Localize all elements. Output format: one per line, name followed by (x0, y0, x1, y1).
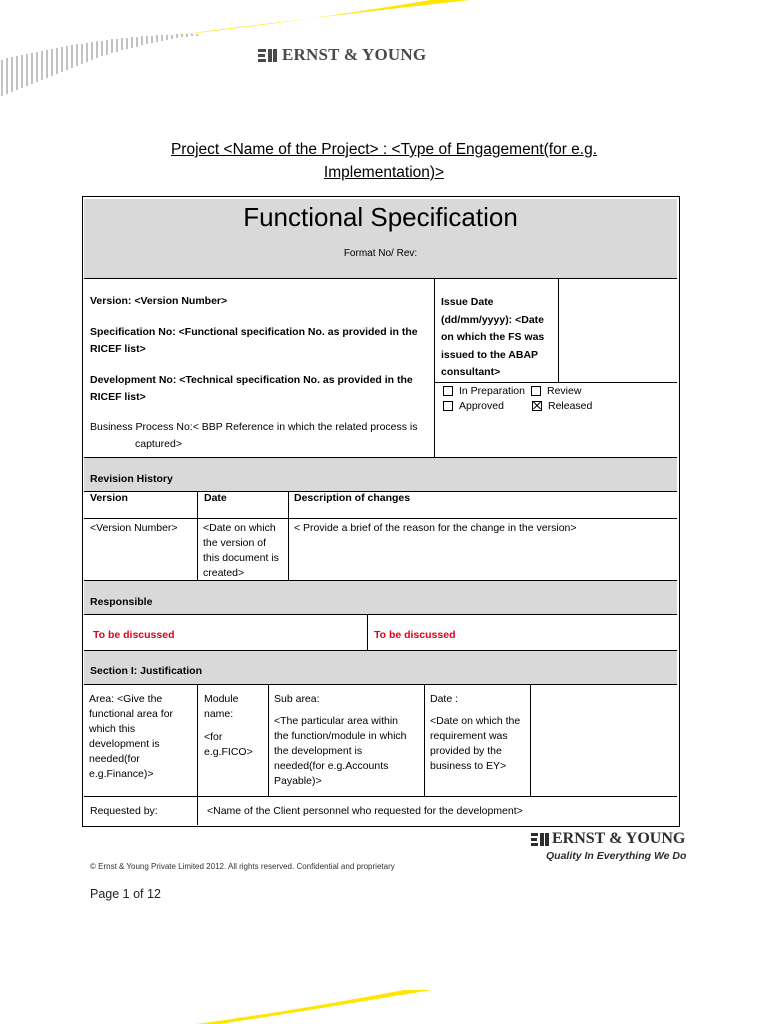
date-label: Date : (430, 693, 459, 705)
issue-date-block (441, 294, 556, 382)
company-tagline: Quality In Everything We Do (546, 850, 687, 862)
version-field: Version: <Version Number> (90, 295, 228, 307)
text-line: e.g.Finance)> (89, 768, 154, 780)
text-line: this document is (203, 552, 279, 564)
status-label: In Preparation (459, 385, 525, 397)
divider (288, 491, 289, 580)
status-approved[interactable] (443, 399, 504, 414)
status-released[interactable] (532, 399, 592, 414)
issue-date-line: consultant> (441, 366, 501, 378)
responsible-left: To be discussed (93, 629, 175, 641)
format-no-label: Format No/ Rev: (343, 248, 418, 259)
text-line: <Date on which the (430, 715, 521, 727)
status-review[interactable] (531, 384, 581, 399)
page-number: Page 1 of 12 (90, 887, 161, 901)
text-line: development is (89, 738, 160, 750)
spec-no-line1: Specification No: <Functional specification No. as provided in the (90, 326, 418, 338)
divider (84, 684, 677, 685)
divider (197, 796, 198, 825)
text-line: needed(for (89, 753, 140, 765)
revision-col-date: Date (204, 492, 227, 504)
spacer (204, 722, 266, 730)
dev-no-line1: Development No: <Technical specification No. as provided in the (90, 374, 413, 386)
responsible-right: To be discussed (374, 629, 456, 641)
text-line: e.g.FICO> (204, 746, 253, 758)
divider (424, 684, 425, 796)
subarea-field (274, 692, 422, 789)
project-title (84, 138, 684, 184)
issue-date-line: issued to the ABAP (441, 348, 539, 361)
divider (434, 382, 677, 383)
company-logo-bottom (531, 829, 685, 849)
logo-text: ERNST & YOUNG (552, 830, 686, 847)
status-label: Review (547, 385, 582, 397)
text-line: <Date on which (203, 522, 276, 534)
divider (197, 684, 198, 796)
requested-by-value: <Name of the Client personnel who requested for the development> (207, 805, 523, 817)
header-stripes (2, 34, 197, 96)
divider (84, 796, 677, 797)
area-field (89, 692, 194, 782)
divider (558, 278, 559, 382)
text-line: needed(for e.g.Accounts (274, 760, 389, 772)
checkbox-icon[interactable] (443, 401, 453, 411)
ey-mark-icon (531, 832, 549, 847)
responsible-heading: Responsible (90, 596, 153, 608)
copyright-text: © Ernst & Young Private Limited 2012. All rights reserved. Confidential and proprietary (90, 862, 395, 871)
divider (367, 614, 368, 650)
revision-row-version: <Version Number> (90, 522, 178, 534)
revision-heading: Revision History (90, 473, 173, 485)
checkbox-icon[interactable] (531, 386, 541, 396)
text-line: business to EY> (430, 760, 507, 772)
text-line: Area: <Give the (89, 693, 163, 705)
text-line: name: (204, 708, 234, 720)
requested-by-label: Requested by: (90, 805, 158, 817)
revision-row-date (203, 521, 283, 581)
issue-date-line: on which the FS was (441, 331, 545, 343)
subarea-label: Sub area: (274, 693, 320, 705)
spec-no-line2: RICEF list> (90, 343, 146, 355)
text-line: Payable)> (274, 775, 322, 787)
checked-checkbox-icon[interactable] (532, 401, 542, 411)
text-line: which this (89, 723, 136, 735)
project-title-line2: Implementation)> (323, 164, 445, 181)
divider (530, 684, 531, 796)
project-title-line1: Project <Name of the Project> : <Type of Engagement(for e.g. (170, 141, 598, 158)
text-line: provided by the (430, 745, 502, 757)
text-line: Module (204, 693, 239, 705)
text-line: the development is (274, 745, 363, 757)
spec-title: Functional Specification (243, 202, 518, 232)
module-field (204, 692, 266, 760)
text-line: the version of (203, 537, 267, 549)
text-line: created> (203, 567, 245, 579)
spacer (274, 707, 422, 714)
issue-date-line: (dd/mm/yyyy): <Date (441, 313, 544, 326)
divider (84, 518, 677, 519)
divider (84, 614, 677, 615)
issue-date-line: Issue Date (441, 296, 494, 308)
footer-swoosh-graphic (0, 990, 768, 1024)
revision-col-description: Description of changes (294, 492, 411, 504)
revision-col-version: Version (90, 492, 128, 504)
justification-heading: Section I: Justification (90, 665, 203, 677)
business-process-line2: captured> (135, 438, 182, 450)
status-label: Approved (459, 400, 504, 412)
dev-no-line2: RICEF list> (90, 391, 146, 403)
date-field (430, 692, 528, 774)
divider (268, 684, 269, 796)
status-in-preparation[interactable] (443, 384, 525, 399)
divider (434, 278, 435, 457)
company-logo-top (258, 44, 426, 66)
ey-mark-icon (258, 47, 278, 63)
checkbox-icon[interactable] (443, 386, 453, 396)
divider (197, 491, 198, 580)
responsible-band (84, 581, 677, 614)
text-line: requirement was (430, 730, 508, 742)
revision-row-description: < Provide a brief of the reason for the change in the version> (294, 522, 577, 534)
logo-text: ERNST & YOUNG (282, 45, 427, 64)
status-label: Released (548, 400, 593, 412)
business-process-line1: Business Process No:< BBP Reference in which the related process is (90, 421, 418, 433)
text-line: <for (204, 731, 223, 743)
divider (84, 278, 677, 279)
spacer (430, 707, 528, 714)
text-line: functional area for (89, 708, 174, 720)
text-line: the function/module in which (274, 730, 407, 742)
text-line: <The particular area within (274, 715, 399, 727)
